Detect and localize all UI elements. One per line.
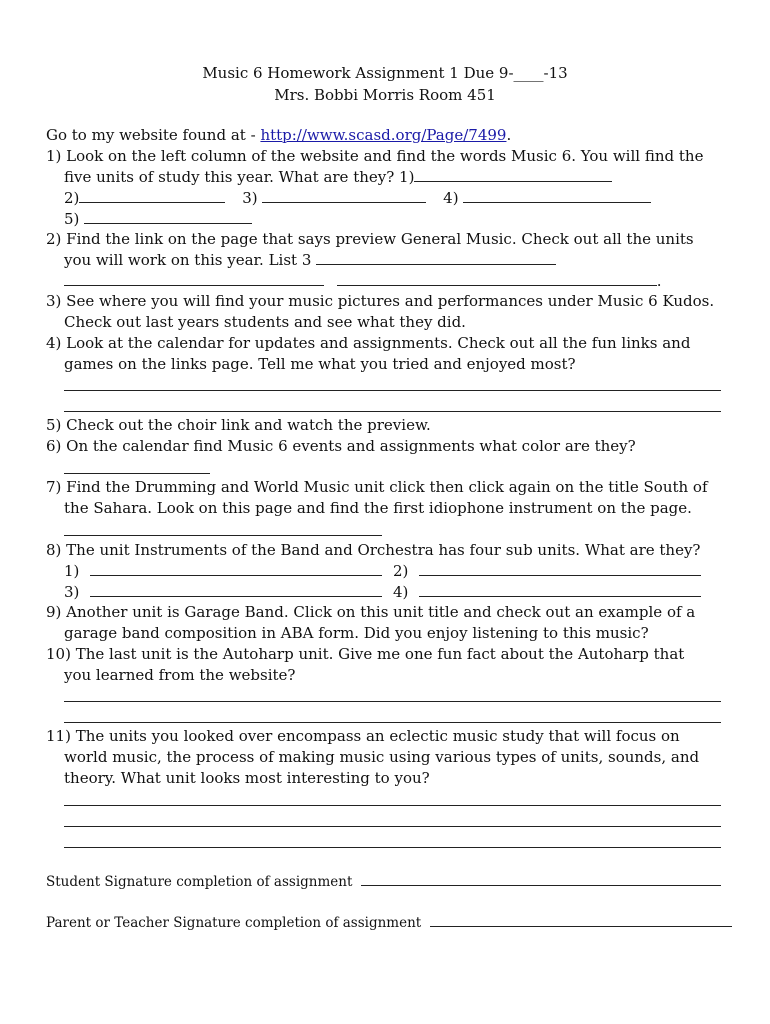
q1-line-1: 1) Look on the left column of the website and find the words Music 6. You will find the [46, 147, 704, 165]
student-signature-label: Student Signature completion of assignment [46, 874, 353, 890]
q8-answer-1-field[interactable] [90, 561, 382, 576]
q2-answer-2-field[interactable] [64, 271, 324, 286]
parent-signature-row [46, 913, 732, 932]
q2-line-1: 2) Find the link on the page that says preview General Music. Check out all the units [46, 230, 694, 248]
intro-text: Go to my website found at - [46, 126, 256, 144]
q4-answer-line-1[interactable] [64, 390, 721, 391]
q10-answer-line-2[interactable] [64, 722, 721, 723]
q8-answer-2-field[interactable] [419, 561, 701, 576]
q7-line-1: 7) Find the Drumming and World Music unit click then click again on the title South of [46, 478, 708, 496]
q2-answers-row [64, 271, 662, 291]
q9-line-2: garage band composition in ABA form. Did you enjoy listening to this music? [64, 624, 649, 642]
q2-answer-1-field[interactable] [316, 250, 556, 265]
q1-answer-3-field[interactable] [262, 188, 426, 203]
q1-blank-2-label: 2) [64, 189, 80, 207]
q4-line-2: games on the links page. Tell me what you tried and enjoyed most? [64, 355, 576, 373]
q10-answer-line-1[interactable] [64, 701, 721, 702]
q2-answer-3-field[interactable] [337, 271, 657, 286]
q8-blank-1-label: 1) [64, 562, 80, 580]
q1-answer-1-field[interactable] [414, 167, 612, 182]
q7-answer-field[interactable] [64, 535, 382, 536]
student-signature-row [46, 872, 721, 891]
q1-answers-row [64, 188, 651, 208]
q1-answer-4-field[interactable] [463, 188, 651, 203]
q8-blank-2-label: 2) [392, 562, 409, 580]
q2-line-2 [64, 250, 556, 270]
q11-line-1: 11) The units you looked over encompass an eclectic music study that will focus on [46, 727, 680, 745]
q8-blank-3-label: 3) [64, 583, 80, 601]
q10-line-1: 10) The last unit is the Autoharp unit. Give me one fun fact about the Autoharp that [46, 645, 685, 663]
q4-answer-line-2[interactable] [64, 411, 721, 412]
q6-line-1: 6) On the calendar find Music 6 events and assignments what color are they? [46, 437, 636, 455]
q1-blank-4-label: 4) [443, 189, 459, 207]
q5-line-1: 5) Check out the choir link and watch the preview. [46, 416, 431, 434]
q1-answer-2-field[interactable] [79, 188, 225, 203]
q3-line-2: Check out last years students and see what they did. [64, 313, 466, 331]
student-signature-field[interactable] [361, 872, 721, 886]
q2-line-2-text: you will work on this year. List 3 [64, 251, 312, 269]
q1-blank-5-label: 5) [64, 210, 80, 228]
q1-line-2 [64, 167, 612, 187]
parent-signature-label: Parent or Teacher Signature completion of assignment [46, 915, 422, 931]
q8-line-1: 8) The unit Instruments of the Band and Orchestra has four sub units. What are they? [46, 541, 701, 559]
q8-answer-4-field[interactable] [419, 582, 701, 597]
q2-end-period: . [656, 272, 662, 290]
q9-line-1: 9) Another unit is Garage Band. Click on this unit title and check out an example of a [46, 603, 696, 621]
q1-blank-3-label: 3) [242, 189, 258, 207]
q1-answer-5-row [64, 209, 252, 229]
teacher-name-room: Mrs. Bobbi Morris Room 451 [274, 86, 496, 104]
q11-answer-line-3[interactable] [64, 847, 721, 848]
q7-line-2: the Sahara. Look on this page and find the first idiophone instrument on the page. [64, 499, 692, 517]
q8-answers-row-1 [64, 561, 701, 581]
intro-period: . [506, 126, 512, 144]
q4-line-1: 4) Look at the calendar for updates and assignments. Check out all the fun links and [46, 334, 691, 352]
assignment-title: Music 6 Homework Assignment 1 Due 9-____-13 [202, 64, 568, 82]
q11-answer-line-1[interactable] [64, 805, 721, 806]
q10-line-2: you learned from the website? [64, 666, 296, 684]
website-link[interactable]: http://www.scasd.org/Page/7499 [260, 126, 507, 144]
q11-line-3: theory. What unit looks most interesting to you? [64, 769, 430, 787]
q1-line-2-text: five units of study this year. What are they? 1) [64, 168, 415, 186]
q3-line-1: 3) See where you will find your music pictures and performances under Music 6 Kudos. [46, 292, 715, 310]
q8-answer-3-field[interactable] [90, 582, 382, 597]
q8-answers-row-2 [64, 582, 701, 602]
q8-blank-4-label: 4) [392, 583, 409, 601]
intro-line [46, 125, 511, 145]
q6-answer-field[interactable] [64, 473, 210, 474]
q1-answer-5-field[interactable] [84, 209, 252, 224]
q11-answer-line-2[interactable] [64, 826, 721, 827]
parent-signature-field[interactable] [430, 913, 732, 927]
q11-line-2: world music, the process of making music using various types of units, sounds, and [64, 748, 700, 766]
